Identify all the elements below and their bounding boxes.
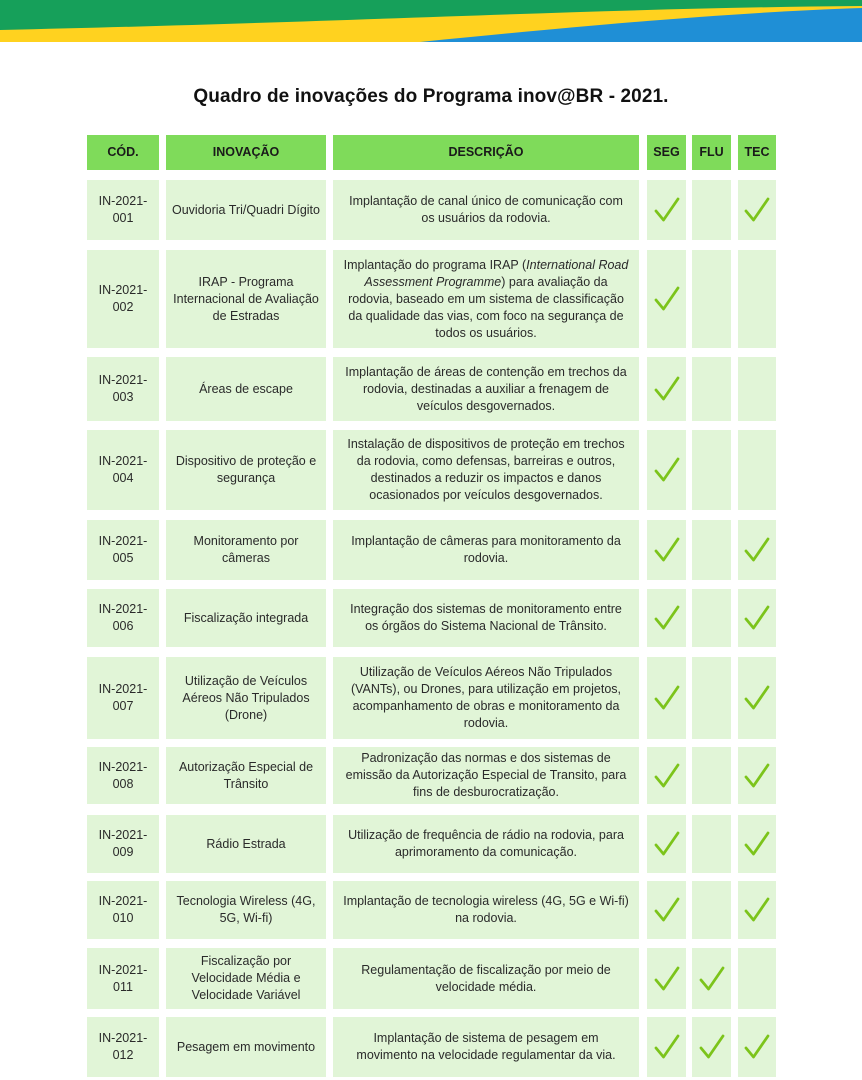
description-cell <box>333 520 639 580</box>
description-text: Implantação de tecnologia wireless (4G, 5G e Wi-fi) na rodovia. <box>343 894 629 925</box>
code-cell <box>87 180 159 240</box>
seg-cell <box>647 815 686 873</box>
header-flu <box>692 135 731 170</box>
seg-cell <box>647 881 686 939</box>
innovation-text: Fiscalização integrada <box>183 610 309 625</box>
description-text-end: ) para avaliação da rodovia, baseado em um sistema de classificação da qualidade das vias, com foco na segurança de todos os usuários. <box>348 274 624 340</box>
header-label-code: CÓD. <box>107 145 139 159</box>
innovation-cell <box>166 250 326 348</box>
innovation-text: Pesagem em movimento <box>176 1039 316 1054</box>
flu-cell <box>692 657 731 739</box>
innovation-cell <box>166 948 326 1009</box>
innovation-text: Autorização Especial de Trânsito <box>178 759 314 791</box>
check-icon <box>652 195 682 225</box>
flu-cell <box>692 1017 731 1077</box>
flu-cell <box>692 948 731 1009</box>
seg-cell <box>647 180 686 240</box>
header-label-innovation: INOVAÇÃO <box>212 145 280 159</box>
check-icon <box>742 195 772 225</box>
check-icon <box>742 761 772 791</box>
description-text: Padronização das normas e dos sistemas de emissão da Autorização Especial de Transito, para fins de desburocratização. <box>345 751 627 799</box>
header-label-flu: FLU <box>699 145 724 159</box>
code-text: IN-2021- 004 <box>98 454 148 485</box>
check-icon <box>652 895 682 925</box>
check-icon <box>742 829 772 859</box>
innovation-text: Rádio Estrada <box>206 836 286 851</box>
description-cell <box>333 747 639 804</box>
tec-cell <box>738 1017 776 1077</box>
tec-cell <box>738 357 776 421</box>
seg-cell <box>647 430 686 510</box>
tec-cell <box>738 657 776 739</box>
innovation-cell <box>166 357 326 421</box>
flu-cell <box>692 815 731 873</box>
check-icon <box>742 683 772 713</box>
innovation-text: Fiscalização por Velocidade Média e Velocidade Variável <box>191 954 301 1002</box>
code-text: IN-2021- 007 <box>98 682 148 713</box>
innovation-text: Utilização de Veículos Aéreos Não Tripulados (Drone) <box>182 673 310 722</box>
innovation-cell <box>166 589 326 647</box>
check-icon <box>652 455 682 485</box>
tec-cell <box>738 430 776 510</box>
check-icon <box>742 895 772 925</box>
description-text: Utilização de Veículos Aéreos Não Tripulados (VANTs), ou Drones, para utilização em projetos, acompanhamento de obras e monitoramento da rodovia. <box>350 665 622 730</box>
check-icon <box>652 603 682 633</box>
header-seg <box>647 135 686 170</box>
innovation-cell <box>166 815 326 873</box>
innovation-cell <box>166 747 326 804</box>
description-cell <box>333 357 639 421</box>
flu-cell <box>692 430 731 510</box>
code-cell <box>87 589 159 647</box>
description-cell <box>333 250 639 348</box>
flu-cell <box>692 357 731 421</box>
header-code <box>87 135 159 170</box>
description-text: Implantação de câmeras para monitoramento da rodovia. <box>351 534 621 565</box>
code-text: IN-2021- 003 <box>98 373 148 404</box>
description-cell <box>333 657 639 739</box>
seg-cell <box>647 948 686 1009</box>
flu-cell <box>692 250 731 348</box>
description-cell <box>333 589 639 647</box>
check-icon <box>652 374 682 404</box>
description-cell <box>333 815 639 873</box>
code-text: IN-2021- 002 <box>98 283 148 314</box>
code-cell <box>87 1017 159 1077</box>
innovation-text: Dispositivo de proteção e segurança <box>175 454 317 485</box>
code-cell <box>87 430 159 510</box>
description-text-start: Implantação do programa IRAP ( <box>343 257 527 272</box>
description-text: Implantação de canal único de comunicação com os usuários da rodovia. <box>349 194 623 225</box>
check-icon <box>652 829 682 859</box>
innovation-text: Monitoramento por câmeras <box>193 534 299 565</box>
code-text: IN-2021- 009 <box>98 828 148 859</box>
flu-cell <box>692 881 731 939</box>
check-icon <box>697 1032 727 1062</box>
code-text: IN-2021- 001 <box>98 194 148 225</box>
header-innovation <box>166 135 326 170</box>
flu-cell <box>692 180 731 240</box>
code-cell <box>87 520 159 580</box>
description-text: Integração dos sistemas de monitoramento entre os órgãos do Sistema Nacional de Trânsito. <box>350 602 622 633</box>
code-cell <box>87 881 159 939</box>
header-label-description: DESCRIÇÃO <box>448 145 524 159</box>
seg-cell <box>647 589 686 647</box>
description-text: Regulamentação de fiscalização por meio de velocidade média. <box>361 962 611 994</box>
innovation-cell <box>166 1017 326 1077</box>
page-title: Quadro de inovações do Programa inov@BR - 2021. <box>193 86 669 107</box>
code-cell <box>87 747 159 804</box>
code-cell <box>87 250 159 348</box>
check-icon <box>742 603 772 633</box>
flu-cell <box>692 520 731 580</box>
code-text: IN-2021- 008 <box>98 759 148 791</box>
check-icon <box>652 761 682 791</box>
check-icon <box>652 1032 682 1062</box>
header-tec <box>738 135 776 170</box>
seg-cell <box>647 357 686 421</box>
check-icon <box>652 683 682 713</box>
check-icon <box>652 284 682 314</box>
header-description <box>333 135 639 170</box>
code-cell <box>87 948 159 1009</box>
innovation-cell <box>166 657 326 739</box>
code-cell <box>87 357 159 421</box>
flu-cell <box>692 589 731 647</box>
description-text: Implantação de sistema de pesagem em movimento na velocidade regulamentar da via. <box>356 1031 616 1062</box>
innovation-cell <box>166 881 326 939</box>
check-icon <box>652 535 682 565</box>
seg-cell <box>647 657 686 739</box>
description-cell <box>333 948 639 1009</box>
header-label-seg: SEG <box>653 145 680 159</box>
code-text: IN-2021- 010 <box>98 894 148 925</box>
description-text-italic: International Road Assessment Programme <box>364 257 629 289</box>
tec-cell <box>738 250 776 348</box>
header-label-tec: TEC <box>744 145 770 159</box>
seg-cell <box>647 747 686 804</box>
check-icon <box>652 964 682 994</box>
seg-cell <box>647 1017 686 1077</box>
description-text <box>342 257 630 342</box>
tec-cell <box>738 815 776 873</box>
check-icon <box>742 1032 772 1062</box>
innovation-text: IRAP - Programa Internacional de Avaliação de Estradas <box>173 274 319 323</box>
check-icon <box>742 535 772 565</box>
description-cell <box>333 180 639 240</box>
innovation-cell <box>166 520 326 580</box>
description-text: Utilização de frequência de rádio na rodovia, para aprimoramento da comunicação. <box>348 828 624 859</box>
description-text: Instalação de dispositivos de proteção em trechos da rodovia, como defensas, barreiras e outros, destinados a reduzir os impactos e danos ocasionados por veículos desgovernados. <box>347 437 625 502</box>
innovation-text: Áreas de escape <box>199 381 293 396</box>
description-cell <box>333 1017 639 1077</box>
code-cell <box>87 815 159 873</box>
innovation-cell <box>166 430 326 510</box>
tec-cell <box>738 520 776 580</box>
tec-cell <box>738 180 776 240</box>
seg-cell <box>647 520 686 580</box>
check-icon <box>697 964 727 994</box>
tec-cell <box>738 948 776 1009</box>
innovation-text: Tecnologia Wireless (4G, 5G, Wi-fi) <box>176 894 316 925</box>
code-text: IN-2021- 005 <box>98 534 148 565</box>
innovation-cell <box>166 180 326 240</box>
innovation-text: Ouvidoria Tri/Quadri Dígito <box>172 202 320 217</box>
flu-cell <box>692 747 731 804</box>
tec-cell <box>738 747 776 804</box>
code-text: IN-2021- 006 <box>98 602 148 633</box>
code-text: IN-2021- 011 <box>98 962 148 994</box>
description-cell <box>333 881 639 939</box>
description-cell <box>333 430 639 510</box>
code-cell <box>87 657 159 739</box>
tec-cell <box>738 881 776 939</box>
seg-cell <box>647 250 686 348</box>
tec-cell <box>738 589 776 647</box>
description-text: Implantação de áreas de contenção em trechos da rodovia, destinadas a auxiliar a frenagem de veículos desgovernados. <box>345 364 627 413</box>
code-text: IN-2021- 012 <box>98 1031 148 1062</box>
